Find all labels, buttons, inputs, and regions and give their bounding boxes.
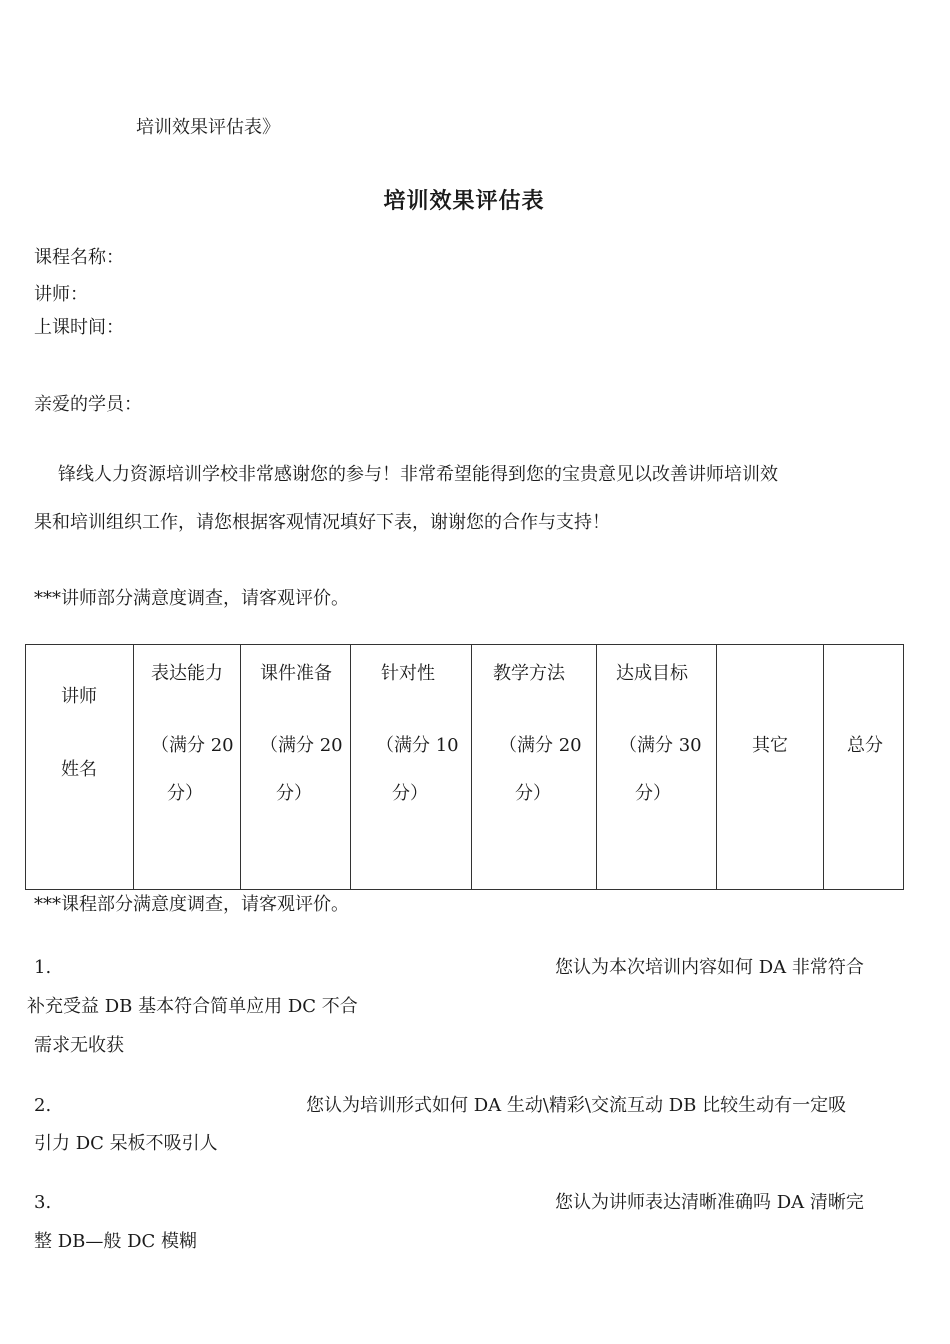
question-3-number: 3. bbox=[34, 1192, 52, 1213]
score-col-teaching-method bbox=[472, 645, 597, 890]
greeting: 亲爱的学员： bbox=[34, 394, 142, 415]
cell-label: 讲师 bbox=[61, 686, 97, 707]
section-lecturer-heading: ***讲师部分满意度调查，请客观评价。 bbox=[34, 588, 349, 609]
score-col-relevance bbox=[351, 645, 472, 890]
max-score-unit: 分） bbox=[167, 783, 203, 804]
column-label: 总分 bbox=[847, 735, 883, 756]
intro-line-2: 果和培训组织工作，请您根据客观情况填好下表，谢谢您的合作与支持！ bbox=[34, 512, 610, 533]
question-1-text: 您认为本次培训内容如何 DA 非常符合 bbox=[555, 957, 864, 978]
score-col-goal-achievement bbox=[597, 645, 717, 890]
max-score-unit: 分） bbox=[515, 783, 551, 804]
question-2-number: 2. bbox=[34, 1095, 52, 1116]
column-label: 课件准备 bbox=[260, 663, 332, 684]
column-label: 教学方法 bbox=[493, 663, 565, 684]
max-score-label: （满分 30 bbox=[619, 735, 702, 756]
score-col-courseware bbox=[241, 645, 351, 890]
question-3-text: 您认为讲师表达清晰准确吗 DA 清晰完 bbox=[555, 1192, 864, 1213]
score-col-expression bbox=[134, 645, 241, 890]
max-score-label: （满分 20 bbox=[151, 735, 234, 756]
section-course-heading: ***课程部分满意度调查，请客观评价。 bbox=[34, 894, 349, 915]
document-title: 培训效果评估表 bbox=[383, 189, 545, 214]
question-1-continuation: 补充受益 DB 基本符合简单应用 DC 不合 bbox=[27, 996, 358, 1017]
total-cell bbox=[824, 645, 904, 890]
header-reference: 培训效果评估表》 bbox=[136, 117, 280, 138]
max-score-unit: 分） bbox=[635, 783, 671, 804]
intro-line-1: 锋线人力资源培训学校非常感谢您的参与！非常希望能得到您的宝贵意见以改善讲师培训效 bbox=[58, 464, 778, 485]
course-name-field: 课程名称： bbox=[34, 247, 124, 268]
class-time-field: 上课时间： bbox=[34, 317, 124, 338]
question-3-continuation: 整 DB—般 DC 模糊 bbox=[34, 1231, 198, 1252]
question-1-continuation-2: 需求无收获 bbox=[34, 1035, 124, 1056]
lecturer-name-cell bbox=[26, 645, 134, 890]
cell-label: 姓名 bbox=[61, 759, 97, 780]
max-score-unit: 分） bbox=[276, 783, 312, 804]
max-score-label: （满分 10 bbox=[376, 735, 459, 756]
max-score-unit: 分） bbox=[392, 783, 428, 804]
other-cell bbox=[717, 645, 824, 890]
lecturer-field: 讲师： bbox=[34, 284, 88, 305]
column-label: 针对性 bbox=[381, 663, 435, 684]
max-score-label: （满分 20 bbox=[260, 735, 343, 756]
column-label: 其它 bbox=[752, 735, 788, 756]
question-1-number: 1. bbox=[34, 957, 52, 978]
column-label: 表达能力 bbox=[151, 663, 223, 684]
lecturer-evaluation-table bbox=[25, 644, 904, 890]
table-row bbox=[26, 645, 904, 890]
question-2-continuation: 引力 DC 呆板不吸引人 bbox=[34, 1133, 218, 1154]
max-score-label: （满分 20 bbox=[499, 735, 582, 756]
question-2-text: 您认为培训形式如何 DA 生动\精彩\交流互动 DB 比较生动有一定吸 bbox=[306, 1095, 847, 1116]
column-label: 达成目标 bbox=[616, 663, 688, 684]
